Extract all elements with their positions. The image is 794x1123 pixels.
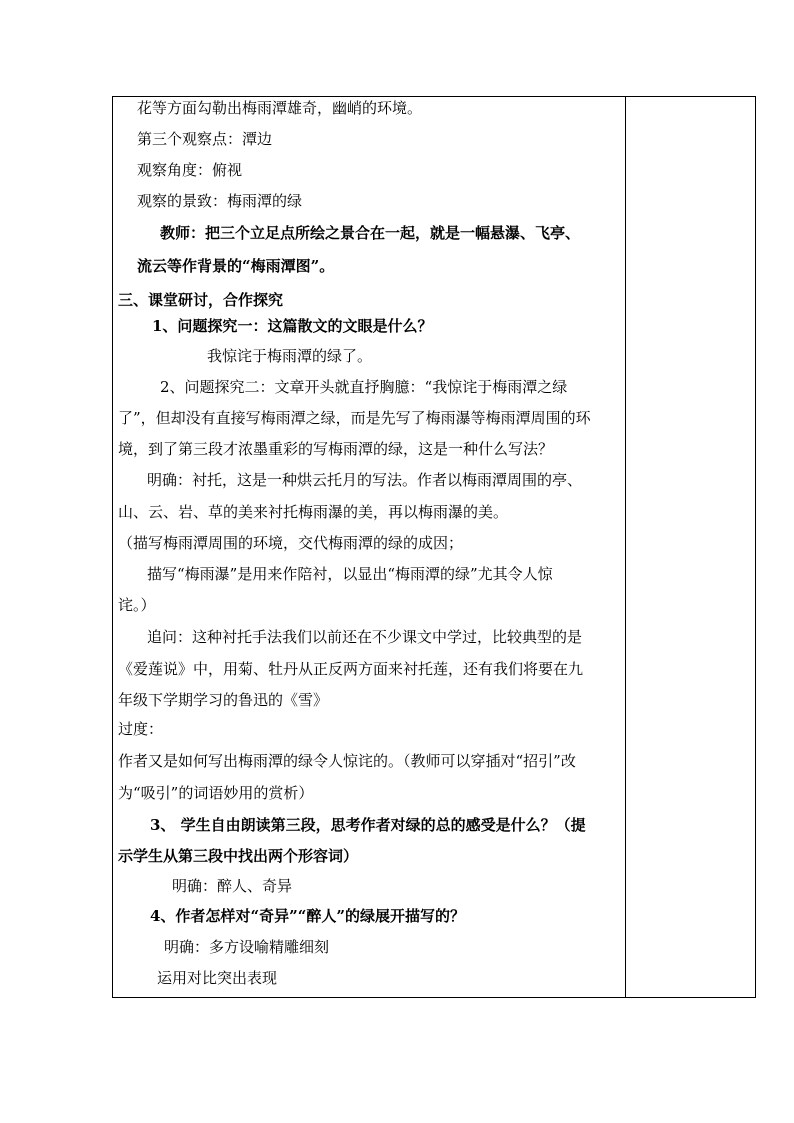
- column-divider: [625, 97, 626, 997]
- text-line-23: 为“吸引”的词语妙用的赏析）: [118, 784, 314, 802]
- text-line-15: （描写梅雨潭周围的环境，交代梅雨潭的绿的成因；: [118, 534, 464, 552]
- text-line-24: 3、 学生自由朗读第三段，思考作者对绿的总的感受是什么？（提: [150, 816, 586, 834]
- text-line-5: 教师：把三个立足点所绘之景合在一起，就是一幅悬瀑、飞亭、: [160, 224, 581, 242]
- text-line-25: 示学生从第三段中找出两个形容词）: [118, 847, 359, 865]
- text-line-9: 我惊诧于梅雨潭的绿了。: [207, 347, 373, 365]
- text-line-12: 境，到了第三段才浓墨重彩的写梅雨潭的绿，这是一种什么写法？: [118, 440, 554, 458]
- text-line-28: 明确：多方设喻精雕细刻: [164, 938, 330, 956]
- text-line-22: 作者又是如何写出梅雨潭的绿令人惊诧的。（教师可以穿插对“招引”改: [118, 752, 576, 770]
- text-line-13: 明确：衬托，这是一种烘云托月的写法。作者以梅雨潭周围的亭、: [147, 471, 583, 489]
- text-line-27: 4、作者怎样对“奇异”“醉人”的绿展开描写的？: [150, 907, 465, 925]
- text-line-8: 1、问题探究一：这篇散文的文眼是什么？: [152, 317, 433, 335]
- text-line-10: 2、问题探究二：文章开头就直抒胸臆：“我惊诧于梅雨潭之绿: [160, 378, 568, 396]
- text-line-14: 山、云、岩、草的美来衬托梅雨瀑的美，再以梅雨瀑的美。: [118, 503, 509, 521]
- text-line-17: 诧。）: [118, 596, 156, 614]
- text-line-11: 了”，但却没有直接写梅雨潭之绿，而是先写了梅雨瀑等梅雨潭周围的环: [118, 409, 591, 427]
- section-heading: 三、课堂研讨，合作探究: [118, 291, 284, 309]
- text-line-1: 花等方面勾勒出梅雨潭雄奇，幽峭的环境。: [137, 99, 423, 117]
- text-line-26: 明确：醉人、奇异: [172, 877, 293, 895]
- text-line-19: 《爱莲说》中，用菊、牡丹从正反两方面来衬托莲，还有我们将要在九: [118, 660, 584, 678]
- text-line-29: 运用对比突出表现: [157, 969, 278, 987]
- text-line-2: 第三个观察点：潭边: [137, 130, 273, 148]
- text-line-3: 观察角度：俯视: [137, 161, 243, 179]
- text-line-4: 观察的景致：梅雨潭的绿: [137, 192, 303, 210]
- text-line-21: 过度：: [118, 720, 164, 738]
- text-line-20: 年级下学期学习的鲁迅的《雪》: [118, 691, 329, 709]
- text-line-6: 流云等作背景的“梅雨潭图”。: [137, 257, 335, 275]
- text-line-18: 追问：这种衬托手法我们以前还在不少课文中学过，比较典型的是: [147, 628, 583, 646]
- text-line-16: 描写“梅雨瀑”是用来作陪衬，以显出“梅雨潭的绿”尤其令人惊: [147, 565, 553, 583]
